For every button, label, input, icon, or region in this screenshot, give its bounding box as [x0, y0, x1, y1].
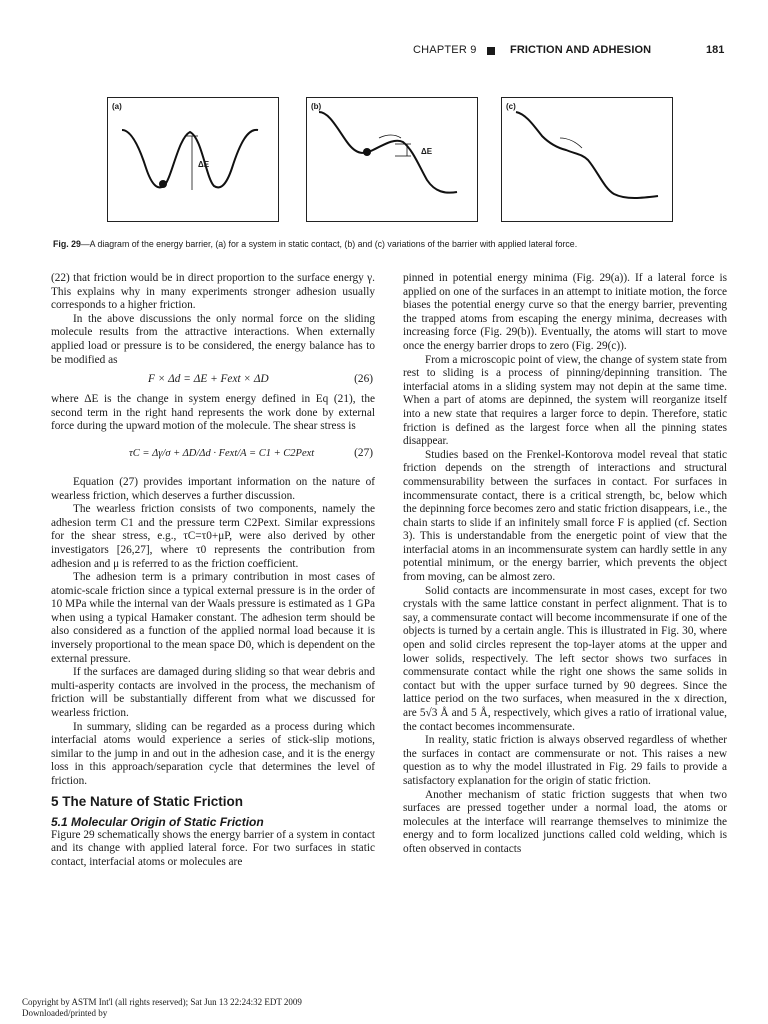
equation-27-body: τC = Δγ/σ + ΔD/Δd · Fext/A = C1 + C2Pext — [129, 447, 315, 459]
download-line: Downloaded/printed by — [22, 1007, 108, 1018]
equation-26-body: F × Δd = ΔE + Fext × ΔD — [148, 373, 269, 386]
equation-27-number: (27) — [354, 446, 373, 459]
figure-panel-b — [306, 97, 478, 222]
panel-label-a: (a) — [112, 102, 122, 111]
energy-curve-c — [502, 98, 672, 221]
running-head — [0, 44, 768, 60]
paragraph: pinned in potential energy minima (Fig. 29(a)). If a lateral force is applied on one of the surfaces in an attempt to initiate motion, the force biases the potential energy curve so that the energy barrier, preventing the trapped atoms from escaping the energy minima, decreases with increasing force (Fig. 29(b)). Eventually, the atoms will start to move once the energy barrier drops to zero (Fig. 29(c)). — [403, 272, 727, 352]
paragraph: Another mechanism of static friction suggests that when two surfaces are pressed together under a normal load, the atoms or molecules at the interface will rearrange themselves to minimize the energy and to form localized junctions called cold welding, which is often observed in contacts — [403, 788, 727, 855]
paragraph: Figure 29 schematically shows the energy barrier of a system in contact and its change with applied lateral force. For two surfaces in static contact, interfacial atoms or molecules are — [51, 828, 375, 868]
chapter-title: FRICTION AND ADHESION — [510, 44, 652, 56]
equation-26 — [51, 370, 375, 390]
figure-caption — [53, 239, 733, 249]
paragraph: In the above discussions the only normal force on the sliding molecule results from the attractive interactions. When externally applied load or pressure is to be considered, the energy balance has to be modified as — [51, 312, 375, 366]
delta-e-label-b: ΔE — [421, 147, 433, 156]
paragraph: The wearless friction consists of two components, namely the adhesion term C1 and the pressure term C2Pext. Similar expressions for the shear stress, e.g., τC=τ0+μP, were also derived by other investigators [26,27], where τ0 represents the contribution from adhesion and μ is referred to as the friction coefficient. — [51, 503, 375, 570]
equation-27 — [51, 438, 375, 470]
paragraph: If the surfaces are damaged during sliding so that wear debris and multi-asperity contacts are involved in the process, the mechanism of friction will be substantially different from what we discussed for wearless friction. — [51, 666, 375, 720]
figure-panel-a — [107, 97, 279, 222]
page-number: 181 — [706, 44, 725, 56]
paragraph: Equation (27) provides important information on the nature of wearless friction, which deserves a further discussion. — [51, 475, 375, 502]
chapter-label: CHAPTER 9 — [413, 44, 477, 56]
section-heading: 5 The Nature of Static Friction — [51, 793, 244, 809]
figure-caption-text: —A diagram of the energy barrier, (a) for a system in static contact, (b) and (c) variations of the barrier with applied lateral force. — [80, 239, 578, 249]
subsection-heading: 5.1 Molecular Origin of Static Friction — [51, 814, 264, 829]
paragraph: Studies based on the Frenkel-Kontorova model reveal that static friction depends on the strength of interactions and structural commensurability between the surfaces in contact. For surfaces in incommensurate contact, there is a critical strength, bc, below which the depinning force becomes zero and static friction disappears, i.e., the chain starts to slide if an infinitely small force F is applied (cf. Section 3). This is understandable from the energetic point of view that the interfacial atoms in an incommensurate system can hardly settle in any potential minimum, or the energy barrier, which prevents the object from moving, can be almost zero. — [403, 448, 727, 584]
delta-e-label-a: ΔE — [198, 160, 210, 169]
energy-curve-b — [307, 98, 477, 221]
energy-curve-a — [108, 98, 278, 221]
paragraph: From a microscopic point of view, the change of system state from rest to sliding is a process of pinning/depinning transition. The interfacial atoms in a sliding system may not depin at the same time. When a part of atoms are depinned, the system will reorganize itself into a new state that requires a larger force to depin. Therefore, static friction is defined as the largest force when all the pinning states disappear. — [403, 353, 727, 448]
panel-label-c: (c) — [506, 102, 516, 111]
paragraph: In summary, sliding can be regarded as a process during which interfacial atoms would experience a series of stick-slip motions, similar to the jump in and out in the adhesion case, and it is the energy loss in this approach/separation cycle that determines the level of friction. — [51, 720, 375, 787]
separator-square-icon — [487, 47, 495, 55]
panel-label-b: (b) — [311, 102, 322, 111]
paragraph: Solid contacts are incommensurate in most cases, except for two crystals with the same lattice constant in perfect alignment. That is to say, a commensurate contact will become incommensurate if one of the objects is turned by a certain angle. This is illustrated in Fig. 30, where open and solid circles represent the top-layer atoms at the upper and lower solids, respectively. The left sector shows two surfaces in commensurate contact while the right one shows the same solids in contact but with the upper surface turned by 90 degrees. Since the lattice period on the two surfaces, when measured in the x direction, are 5√3 Å and 5 Å, respectively, which gives a ratio of irrational value, the contact becomes incommensurate. — [403, 584, 727, 733]
figure-panel-c — [501, 97, 673, 222]
paragraph: where ΔE is the change in system energy defined in Eq (21), the second term in the right hand represents the work done by external force during the upward motion of the molecule. The shear stress is — [51, 393, 375, 433]
paragraph: The adhesion term is a primary contribution in most cases of atomic-scale friction since a typical external pressure is in the order of 10 MPa while the internal van der Waals pressure is estimated as 1 GPa when using a typical Hamaker constant. The adhesion term should be also considered as a function of the applied normal load because it is inversely proportional to the mean space D0, which is dependent on the external pressure. — [51, 571, 375, 665]
left-column — [51, 272, 375, 869]
copyright-footer — [22, 997, 302, 1018]
paragraph: (22) that friction would be in direct proportion to the surface energy γ. This explains why in many experiments stronger adhesion usually corresponds to a higher friction. — [51, 272, 375, 312]
right-column — [403, 272, 727, 857]
copyright-line: Copyright by ASTM Int'l (all rights reserved); Sat Jun 13 22:24:32 EDT 2009 — [22, 997, 302, 1007]
equation-26-number: (26) — [354, 373, 373, 386]
figure-caption-label: Fig. 29 — [53, 239, 81, 249]
paragraph: In reality, static friction is always observed regardless of whether the surfaces in contact are commensurate or not. This raises a new question as to why the model illustrated in Fig. 29 fails to provide a satisfactory explanation for the origin of static friction. — [403, 734, 727, 787]
